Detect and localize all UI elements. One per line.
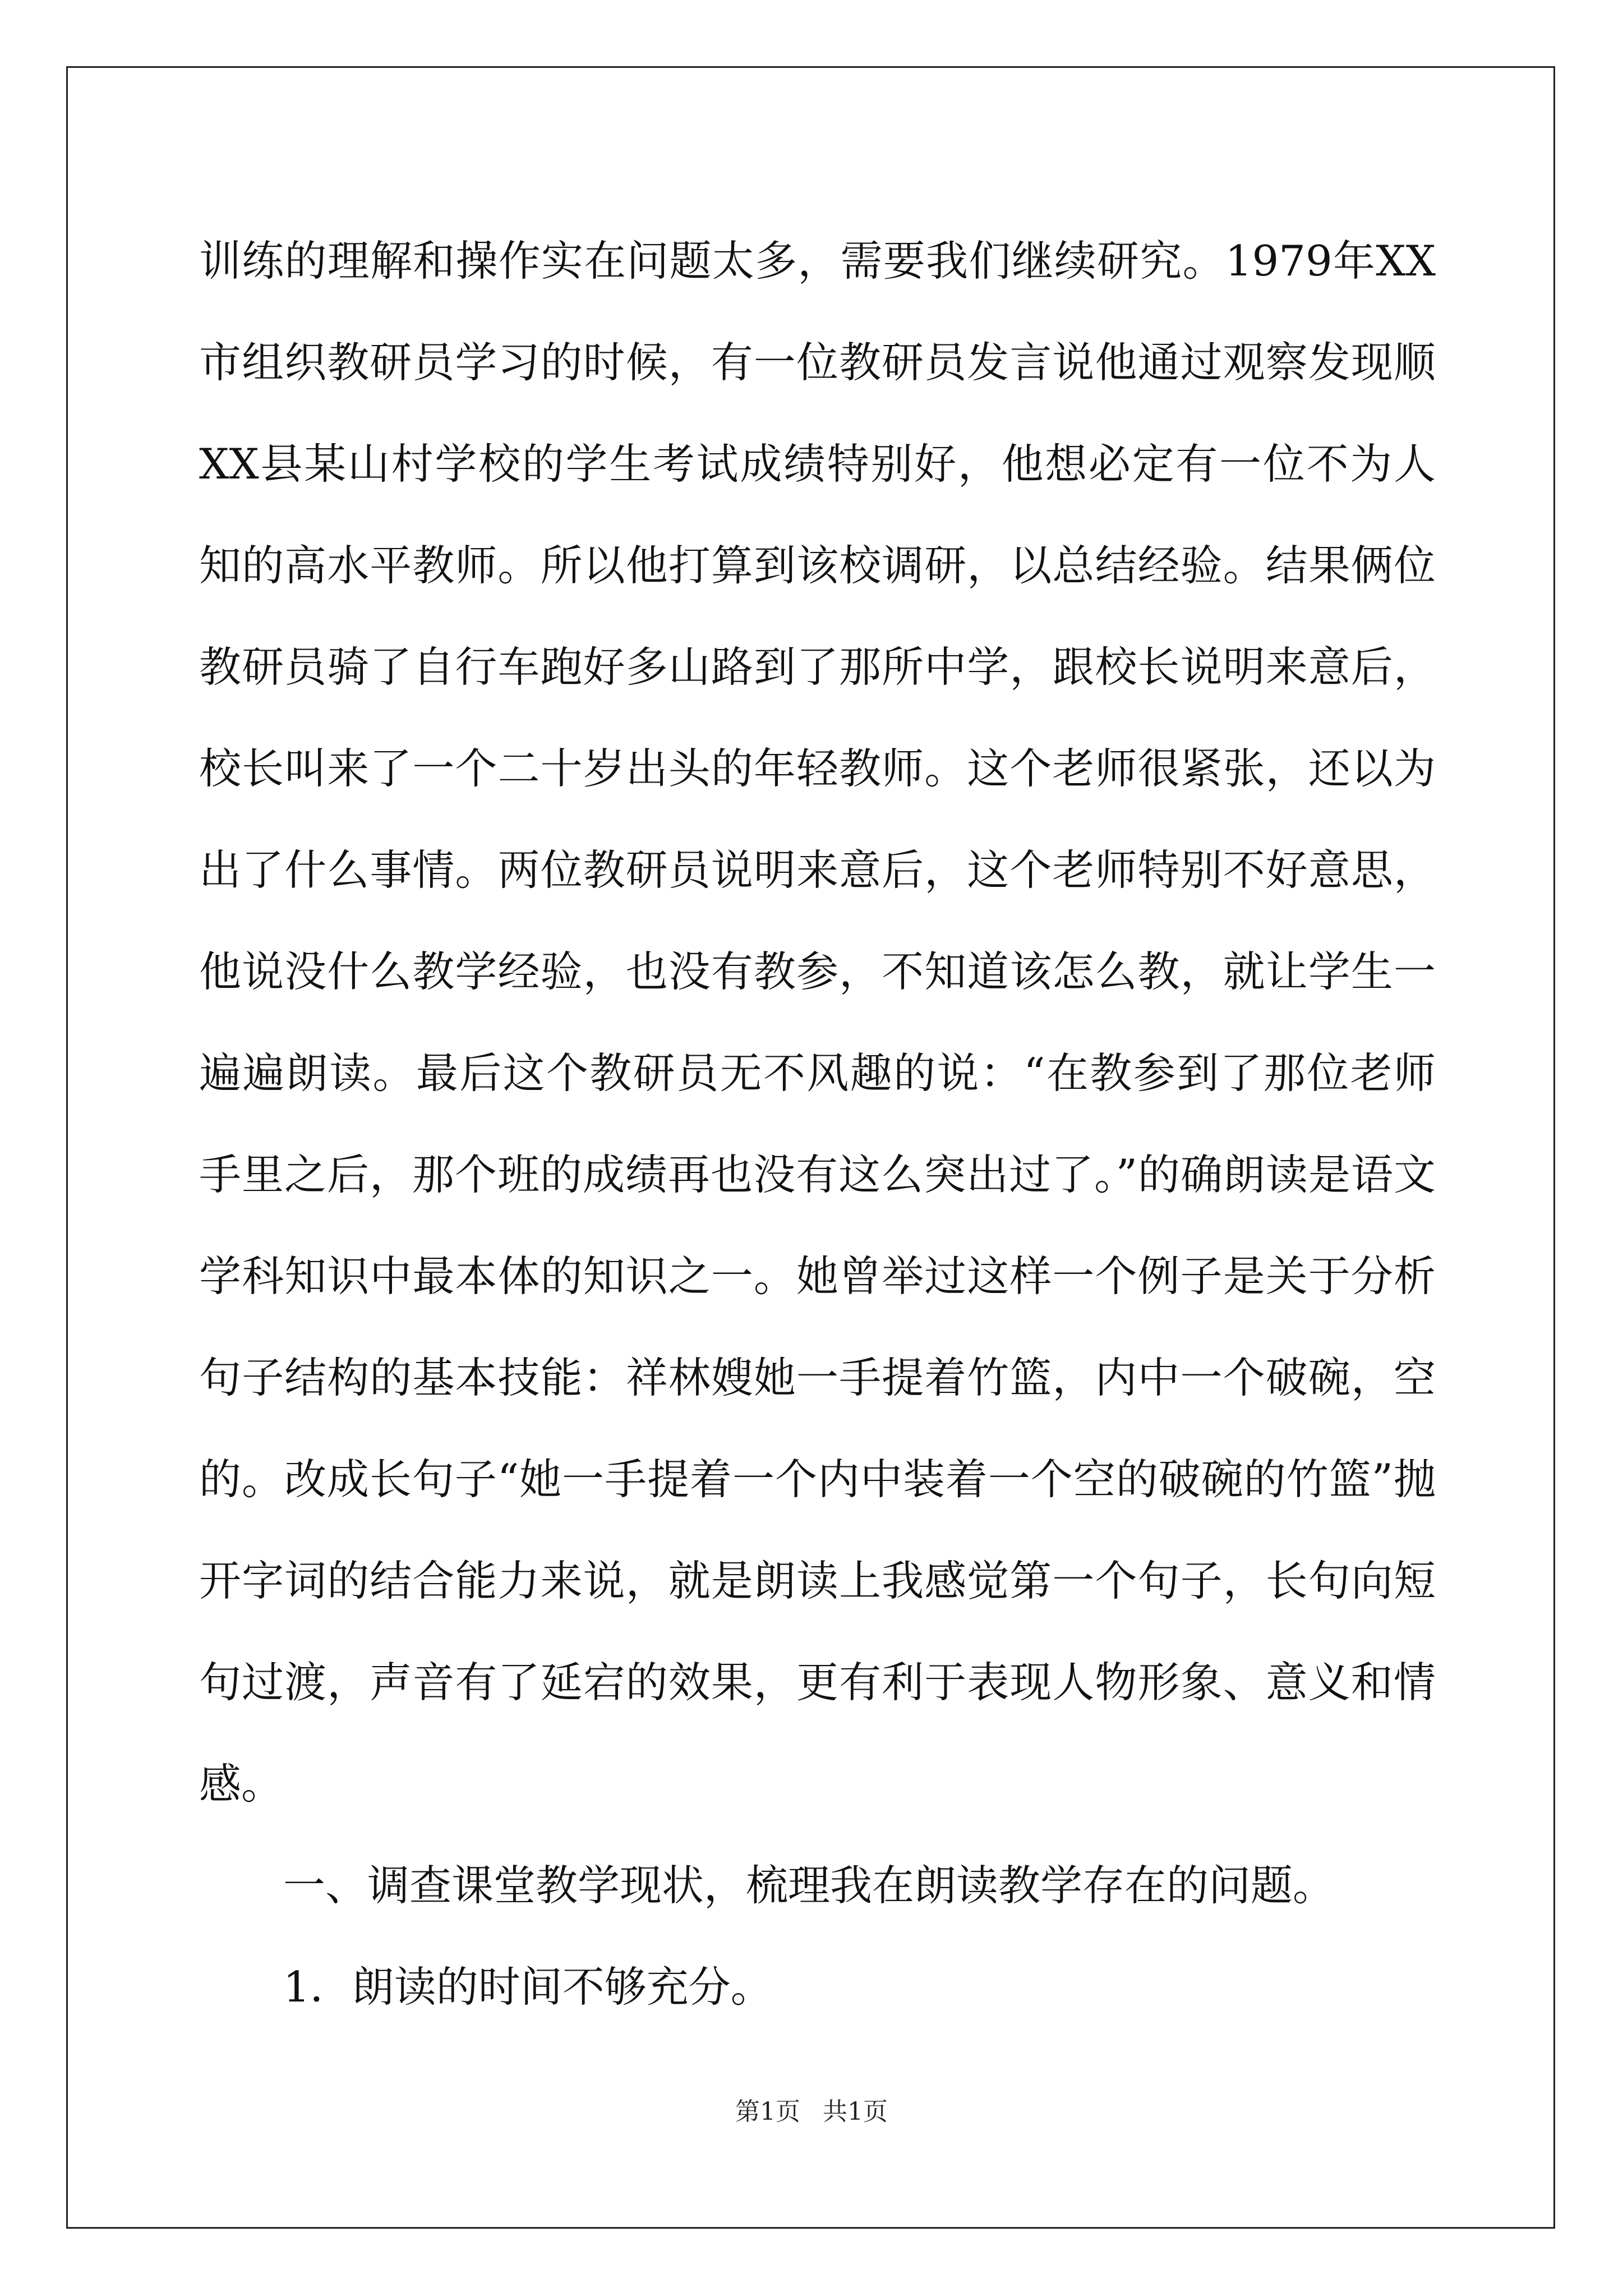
document-body — [199, 210, 1436, 2038]
page-footer — [0, 2095, 1623, 2129]
page-total: 共1页 — [823, 2097, 888, 2126]
page-number: 第1页 — [735, 2097, 800, 2126]
list-item: 1．朗读的时间不够充分。 — [283, 1962, 773, 2012]
section-heading: 一、调查课堂教学现状，梳理我在朗读教学存在的问题。 — [283, 1861, 1335, 1910]
body-paragraph: 训练的理解和操作实在问题太多，需要我们继续研究。1979年XX市组织教研员学习的时候，有一位教研员发言说他通过观察发现顺XX县某山村学校的学生考试成绩特别好，他想必定有一位不为人知的高水平教师。所以他打算到该校调研，以总结经验。结果俩位教研员骑了自行车跑好多山路到了那所中学，跟校长说明来意后，校长叫来了一个二十岁出头的年轻教师。这个老师很紧张，还以为出了什么事情。两位教研员说明来意后，这个老师特别不好意思，他说没什么教学经验，也没有教参，不知道该怎么教，就让学生一遍遍朗读。最后这个教研员无不风趣的说：“在教参到了那位老师手里之后，那个班的成绩再也没有这么突出过了。”的确朗读是语文学科知识中最本体的知识之一。她曾举过这样一个例子是关于分析句子结构的基本技能：祥林嫂她一手提着竹篮，内中一个破碗，空的。改成长句子“她一手提着一个内中装着一个空的破碗的竹篮”抛开字词的结合能力来说，就是朗读上我感觉第一个句子，长句向短句过渡，声音有了延宕的效果，更有利于表现人物形象、意义和情感。 — [199, 236, 1436, 1809]
